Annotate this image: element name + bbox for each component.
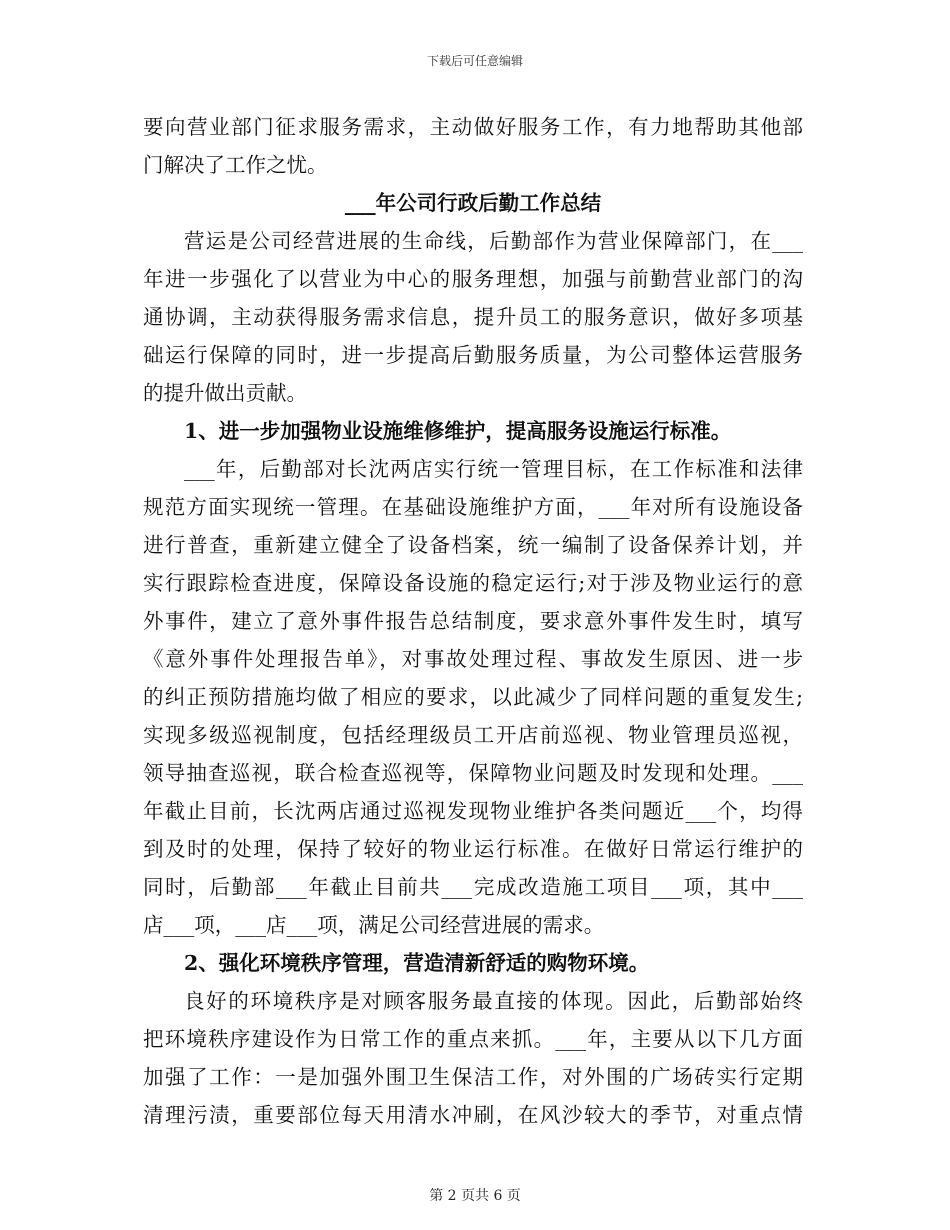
text-line: 年进一步强化了以营业为中心的服务理想，加强与前勤营业部门的沟 — [143, 267, 803, 291]
subsection-heading: 1、进一步加强物业设施维修维护，提高服务设施运行标准。 — [184, 419, 732, 443]
text-line: 要向营业部门征求服务需求，主动做好服务工作，有力地帮助其他部 — [143, 115, 803, 139]
section-title: ___年公司行政后勤工作总结 — [344, 191, 602, 215]
text-line: 规范方面实现统一管理。在基础设施维护方面，___年对所有设施设备 — [143, 495, 803, 519]
page-number: 第 2 页共 6 页 — [429, 1188, 521, 1204]
text-line: 的提升做出贡献。 — [143, 381, 307, 405]
subsection-heading: 2、强化环境秩序管理，营造清新舒适的购物环境。 — [184, 951, 650, 975]
text-line: 领导抽查巡视，联合检查巡视等，保障物业问题及时发现和处理。___ — [143, 761, 803, 785]
text-line: 营运是公司经营进展的生命线，后勤部作为营业保障部门，在___ — [184, 229, 803, 253]
document-body — [143, 108, 803, 1134]
text-line: 良好的环境秩序是对顾客服务最直接的体现。因此，后勤部始终 — [184, 989, 803, 1013]
text-line: 通协调，主动获得服务需求信息，提升员工的服务意识，做好多项基 — [143, 305, 803, 329]
text-line: 加强了工作：一是加强外围卫生保洁工作，对外围的广场砖实行定期 — [143, 1065, 803, 1089]
text-line: 础运行保障的同时，进一步提高后勤服务质量，为公司整体运营服务 — [143, 343, 803, 367]
text-line: 把环境秩序建设作为日常工作的重点来抓。___年，主要从以下几方面 — [143, 1027, 803, 1051]
header-note: 下载后可任意编辑 — [426, 54, 523, 68]
text-line: 的纠正预防措施均做了相应的要求，以此减少了同样问题的重复发生; — [143, 685, 803, 709]
text-line: 清理污渍，重要部位每天用清水冲刷，在风沙较大的季节，对重点情 — [143, 1103, 803, 1127]
text-line: 店___项，___店___项，满足公司经营进展的需求。 — [143, 913, 605, 937]
text-line: 实行跟踪检查进度，保障设备设施的稳定运行;对于涉及物业运行的意 — [143, 571, 803, 595]
text-line: 进行普查，重新建立健全了设备档案，统一编制了设备保养计划，并 — [143, 533, 803, 557]
text-line: 年截止目前，长沈两店通过巡视发现物业维护各类问题近___个，均得 — [143, 799, 803, 823]
text-line: 外事件，建立了意外事件报告总结制度，要求意外事件发生时，填写 — [143, 609, 803, 633]
text-line: 门解决了工作之忧。 — [143, 153, 328, 177]
text-line: ___年，后勤部对长沈两店实行统一管理目标，在工作标准和法律 — [184, 457, 803, 481]
text-line: 《意外事件处理报告单》，对事故处理过程、事故发生原因、进一步 — [143, 647, 803, 671]
text-line: 同时，后勤部___年截止目前共___完成改造施工项目___项，其中___ — [143, 875, 803, 899]
text-line: 实现多级巡视制度，包括经理级员工开店前巡视、物业管理员巡视， — [143, 723, 803, 747]
text-line: 到及时的处理，保持了较好的物业运行标准。在做好日常运行维护的 — [143, 837, 803, 861]
